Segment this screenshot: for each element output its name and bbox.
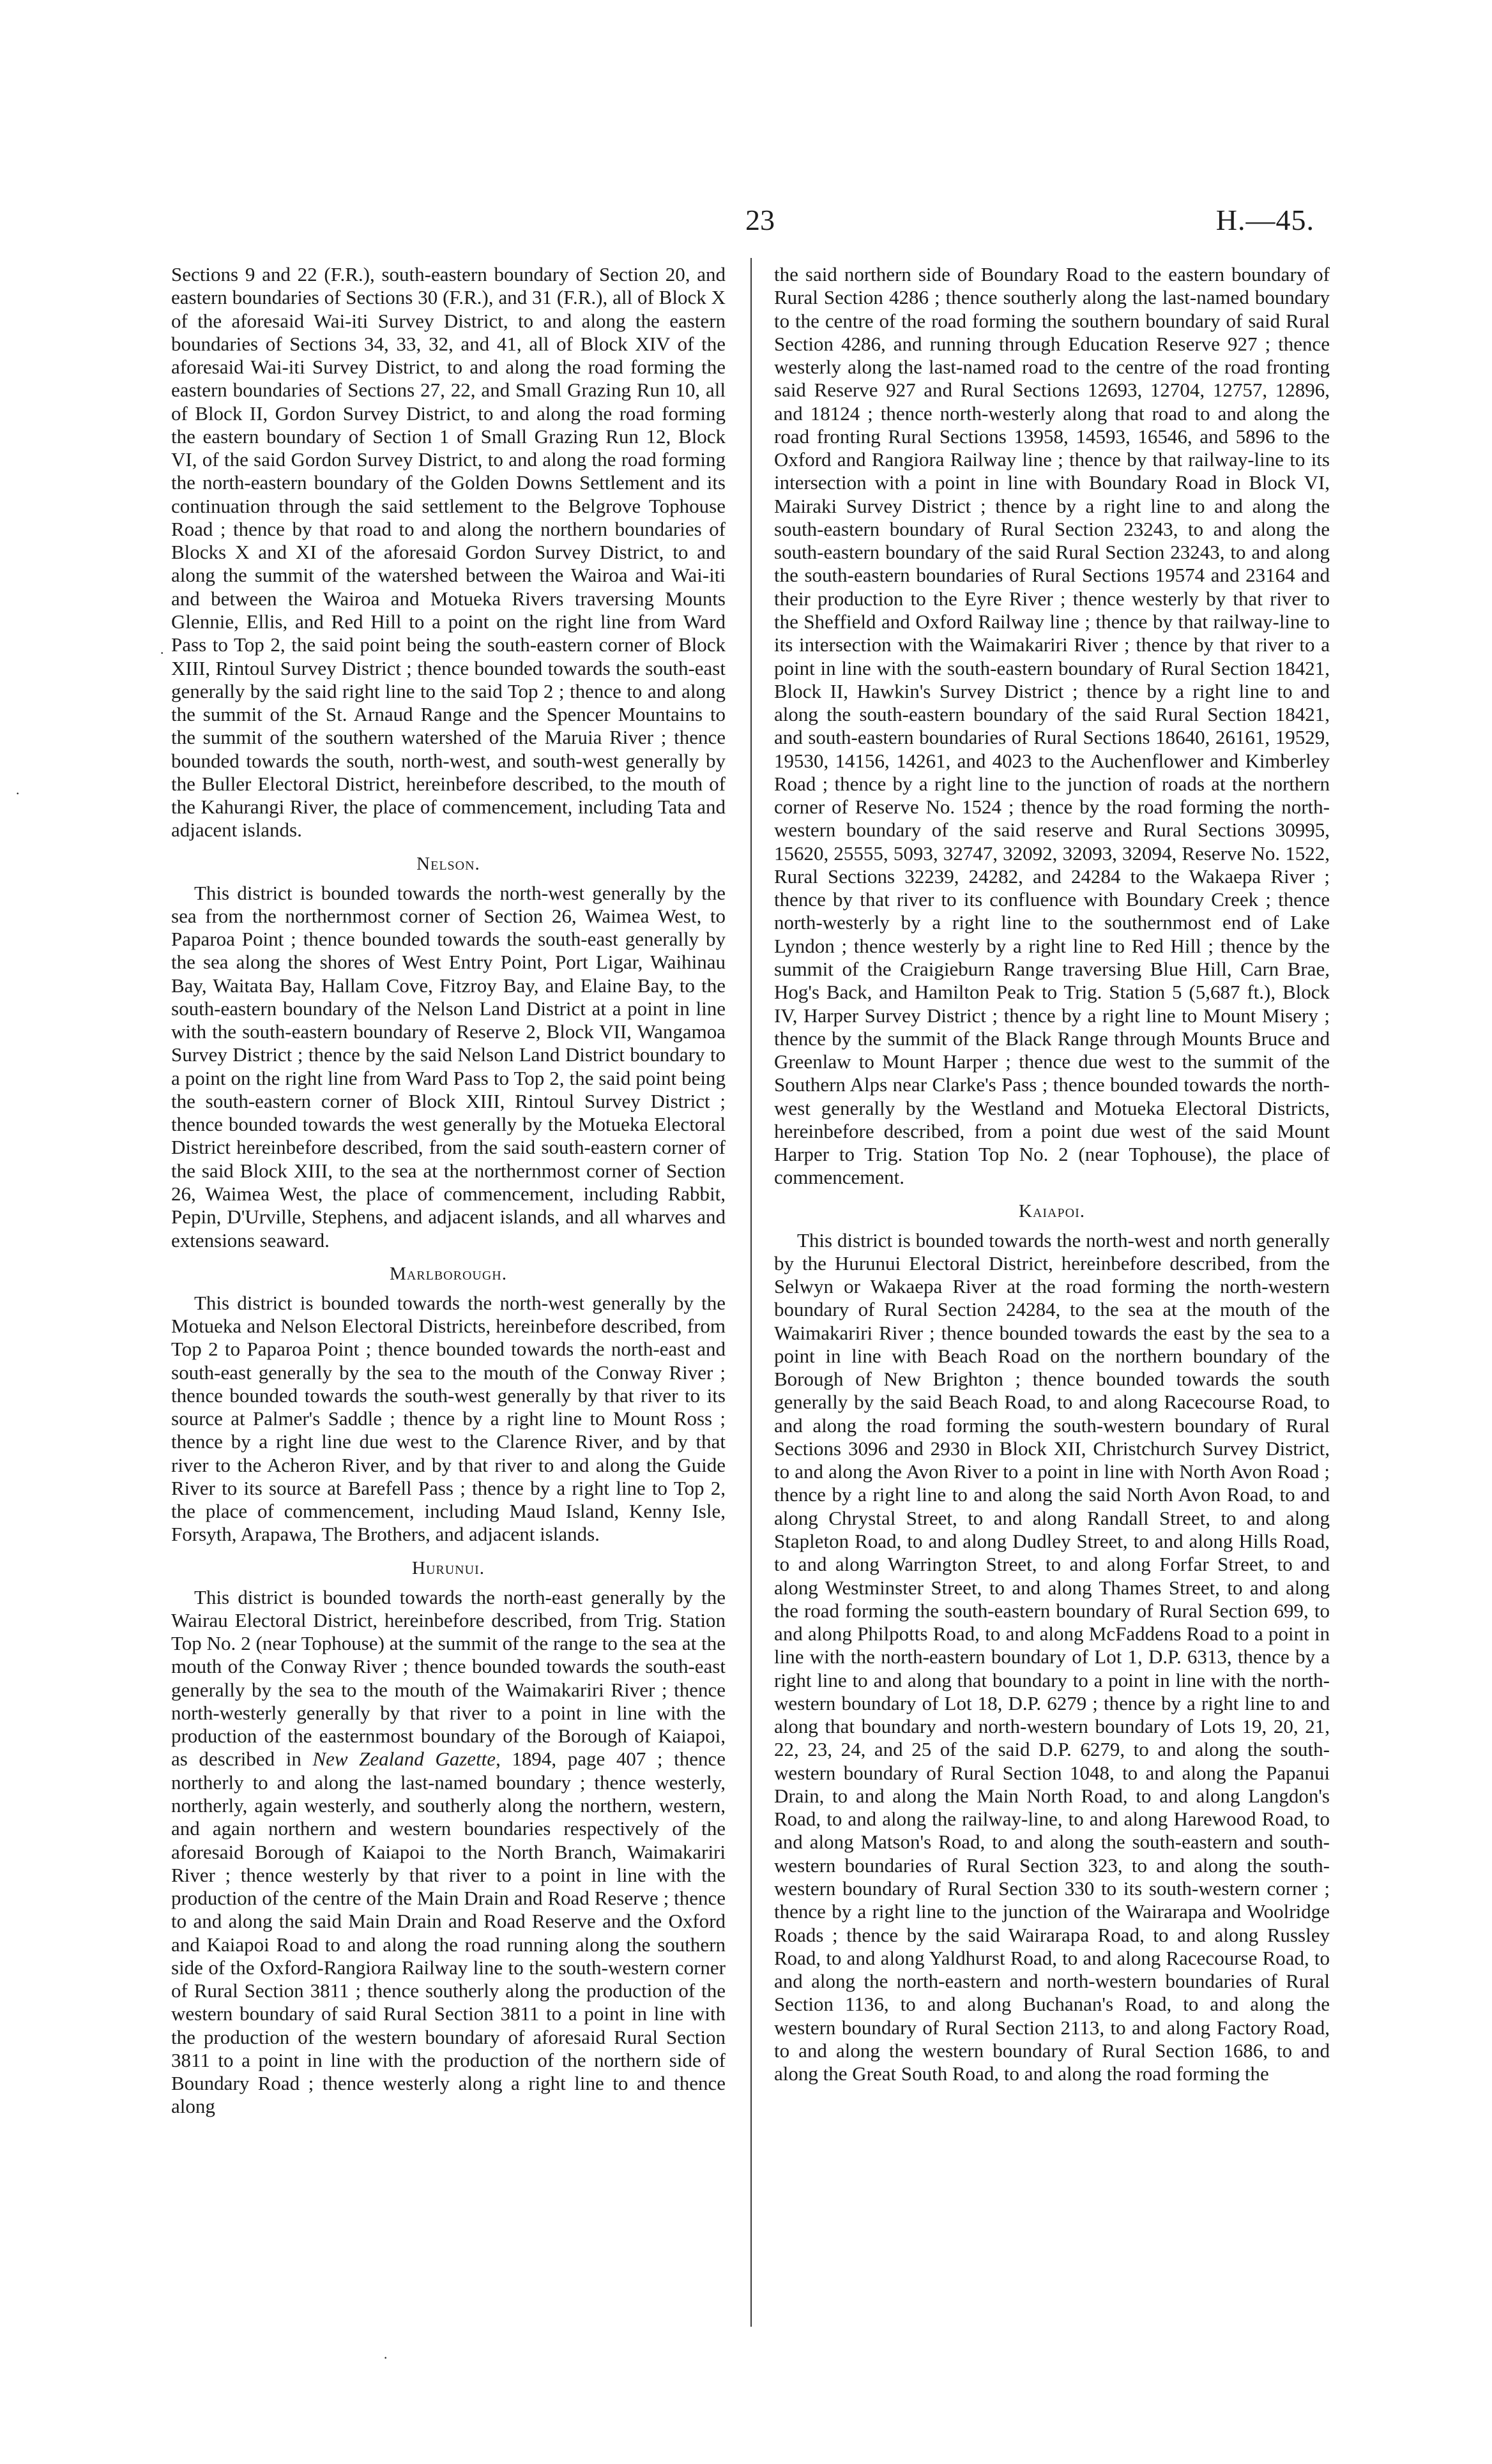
heading-marlborough: Marlborough. <box>390 1263 507 1284</box>
right-column <box>774 263 1330 2085</box>
margin-mark: · <box>160 645 165 661</box>
gazette-citation: New Zealand Gazette <box>312 1748 496 1771</box>
nelson-paragraph: This district is bounded towards the north-west generally by the sea from the northernmost corner of Section 26, Waimea West, to Paparoa Point ; thence bounded towards the south-east generally by the sea along the shores of West Entry Point, Port Ligar, Waihinau Bay, Waitata Bay, Hallam Cove, Fitzroy Bay, and Elaine Bay, to the south-eastern boundary of the Nelson Land District at a point in line with the south-eastern boundary of Reserve 2, Block VII, Wangamoa Survey District ; thence by the said Nelson Land District boundary to a point on the right line from Ward Pass to Top 2, the said point being the south-eastern corner of Block XIII, Rintoul Survey District ; thence bounded towards the west generally by the Motueka Electoral District hereinbefore described, from the said south-eastern corner of the said Block XIII, to the sea at the northernmost corner of Section 26, Waimea West, the place of commencement, including Rabbit, Pepin, D'Urville, Stephens, and adjacent islands, and all wharves and extensions seaward. <box>171 881 726 1251</box>
hurunui-text-a: This district is bounded towards the north-east generally by the Wairau Electoral District, hereinbefore described, from Trig. Station Top No. 2 (near Tophouse) at the summit of the range to the sea at the mouth of the Conway River ; thence bounded towards the south-east generally by the sea to the mouth of the Waimakariri River ; thence north-westerly generally by that river to a point in line with the production of the easternmost boundary of the Borough of Kaiapoi, as described in <box>171 1585 726 1771</box>
left-column <box>171 263 726 2119</box>
heading-nelson: Nelson. <box>416 853 480 874</box>
column-rule <box>750 258 752 2327</box>
marlborough-paragraph: This district is bounded towards the north-west generally by the Motueka and Nelson Electoral Districts, hereinbefore described, from Top 2 to Paparoa Point ; thence bounded towards the north-east and south-east generally by the sea to the mouth of the Conway River ; thence bounded towards the south-west generally by that river to its source at Palmer's Saddle ; thence by a right line to Mount Ross ; thence by a right line due west to the Clarence River, and by that river to the Acheron River, and by that river to and along the Guide River to its source at Barefell Pass ; thence by a right line to Top 2, the place of commencement, including Maud Island, Kenny Isle, Forsyth, Arapawa, The Brothers, and adjacent islands. <box>171 1291 726 1546</box>
intro-paragraph: Sections 9 and 22 (F.R.), south-eastern boundary of Section 20, and eastern boundaries of Sections 30 (F.R.), and 31 (F.R.), all of Block X of the aforesaid Wai-iti Survey District, to and along the eastern boundaries of Sections 34, 33, 32, and 41, all of Block XIV of the aforesaid Wai-iti Survey District, to and along the road forming the eastern boundaries of Sections 27, 22, and Small Grazing Run 10, all of Block II, Gordon Survey District, to and along the road forming the eastern boundary of Section 1 of Small Grazing Run 12, Block VI, of the said Gordon Survey District, to and along the road forming the north-eastern boundary of the Golden Downs Settlement and its continuation through the said settlement to the Belgrove Tophouse Road ; thence by that road to and along the northern boundaries of Blocks X and XI of the aforesaid Gordon Survey District, to and along the summit of the watershed between the Wairoa and Wai-iti and between the Wairoa and Motueka Rivers traversing Mounts Glennie, Ellis, and Red Hill to a point on the right line from Ward Pass to Top 2, the said point being the south-eastern corner of Block XIII, Rintoul Survey District ; thence bounded towards the south-east generally by the said right line to the said Top 2 ; thence to and along the summit of the St. Arnaud Range and the Spencer Mountains to the summit of the southern watershed of the Maruia River ; thence bounded towards the south, north-west, and south-west generally by the Buller Electoral District, hereinbefore described, to the mouth of the Kahurangi River, the place of commencement, including Tata and adjacent islands. <box>171 263 726 842</box>
continuation-paragraph: the said northern side of Boundary Road to the eastern boundary of Rural Section 4286 ; thence southerly along the last-named boundary to the centre of the road forming the southern boundary of said Rural Section 4286, and running through Education Reserve 927 ; thence westerly along the last-named road to the centre of the road fronting said Reserve 927 and Rural Sections 12693, 12704, 12757, 12896, and 18124 ; thence north-westerly along that road to and along the road fronting Rural Sections 13958, 14593, 16546, and 5896 to the Oxford and Rangiora Railway line ; thence by that railway-line to its intersection with a point in line with Boundary Road in Block VI, Mairaki Survey District ; thence by a right line to and along the south-eastern boundary of Rural Section 23243, to and along the south-eastern boundary of the said Rural Section 23243, to and along the south-eastern boundaries of Rural Sections 19574 and 23164 and their production to the Eyre River ; thence westerly by that river to the Sheffield and Oxford Railway line ; thence by that railway-line to its intersection with the Waimakariri River ; thence by that river to a point in line with the south-eastern boundary of Rural Section 18421, Block II, Hawkin's Survey District ; thence by a right line to and along the south-eastern boundary of the said Rural Section 18421, and south-eastern boundaries of Rural Sections 18640, 26161, 19529, 19530, 14156, 14261, and 4023 to the Auchenflower and Kimberley Road ; thence by a right line to the junction of roads at the northern corner of Reserve No. 1524 ; thence by the road forming the north-western boundary of the said reserve and Rural Sections 30995, 15620, 25555, 5093, 32747, 32092, 32093, 32094, Reserve No. 1522, Rural Sections 32239, 24282, and 24284 to the Wakaepa River ; thence by that river to its confluence with Boundary Creek ; thence north-westerly by a right line to the southernmost end of Lake Lyndon ; thence westerly by a right line to Red Hill ; thence by the summit of the Craigieburn Range traversing Blue Hill, Carn Brae, Hog's Back, and Hamilton Peak to Trig. Station 5 (5,687 ft.), Block IV, Harper Survey District ; thence by a right line to Mount Misery ; thence by the summit of the Black Range through Mounts Bruce and Greenlaw to Mount Harper ; thence due west to the summit of the Southern Alps near Clarke's Pass ; thence bounded towards the north-west generally by the Westland and Motueka Electoral Districts, hereinbefore described, from a point due west of the said Mount Harper to Trig. Station Top No. 2 (near Tophouse), the place of commencement. <box>774 263 1330 1189</box>
document-reference: H.—45. <box>1215 204 1314 236</box>
page-number: 23 <box>745 204 775 236</box>
margin-mark: · <box>15 785 20 801</box>
margin-mark: · <box>383 2350 388 2366</box>
kaiapoi-paragraph: This district is bounded towards the north-west and north generally by the Hurunui Electoral District, hereinbefore described, from the Selwyn or Wakaepa River at the road forming the north-western boundary of Rural Section 24284, to the sea at the mouth of the Waimakariri River ; thence bounded towards the east by the sea to a point in line with Beach Road on the northern boundary of the Borough of New Brighton ; thence bounded towards the south generally by the said Beach Road, to and along Racecourse Road, to and along the road forming the south-western boundary of Rural Sections 3096 and 2930 in Block XII, Christchurch Survey District, to and along the Avon River to a point in line with North Avon Road ; thence by a right line to and along the said North Avon Road, to and along Chrystal Street, to and along Randall Street, to and along Stapleton Road, to and along Dudley Street, to and along Hills Road, to and along Warrington Street, to and along Forfar Street, to and along Westminster Street, to and along Thames Street, to and along the road forming the south-eastern boundary of Rural Section 699, to and along Philpotts Road, to and along McFaddens Road to a point in line with the north-eastern boundary of Lot 1, D.P. 6313, thence by a right line to and along that boundary to a point in line with the north-western boundary of Lot 18, D.P. 6279 ; thence by a right line to and along that boundary and north-western boundary of Lots 19, 20, 21, 22, 23, 24, and 25 of the said D.P. 6279, to and along the south-western boundary of Rural Section 1048, to and along the Papanui Drain, to and along the Main North Road, to and along Langdon's Road, to and along the railway-line, to and along Harewood Road, to and along Matson's Road, to and along the south-eastern and south-western boundaries of Rural Section 323, to and along the south-western boundary of Rural Section 330 to its south-western corner ; thence by a right line to the junction of the Wairarapa and Woolridge Roads ; thence by the said Wairarapa Road, to and along Russley Road, to and along Yaldhurst Road, to and along Racecourse Road, to and along the north-eastern and north-western boundaries of Rural Section 1136, to and along Buchanan's Road, to and along the western boundary of Rural Section 2113, to and along Factory Road, to and along the western boundary of Rural Section 1686, to and along the Great South Road, to and along the road forming the <box>774 1228 1330 2085</box>
heading-kaiapoi: Kaiapoi. <box>1019 1200 1085 1221</box>
heading-hurunui: Hurunui. <box>412 1557 485 1578</box>
hurunui-paragraph <box>171 1586 726 2119</box>
hurunui-text-b: , 1894, page 407 ; thence northerly to and along the last-named boundary ; thence westerly, northerly, again westerly, and southerly along the northern, western, and again northern and western boundaries respectively of the aforesaid Borough of Kaiapoi to the North Branch, Waimakariri River ; thence westerly by that river to a point in line with the production of the centre of the Main Drain and Road Reserve ; thence to and along the said Main Drain and Road Reserve and the Oxford and Kaiapoi Road to and along the road running along the southern side of the Oxford-Rangiora Railway line to the south-western corner of Rural Section 3811 ; thence southerly along the production of the western boundary of said Rural Section 3811 to a point in line with the production of the western boundary of aforesaid Rural Section 3811 to a point in line with the production of the northern side of Boundary Road ; thence westerly along a right line to and thence along <box>171 1748 726 2118</box>
